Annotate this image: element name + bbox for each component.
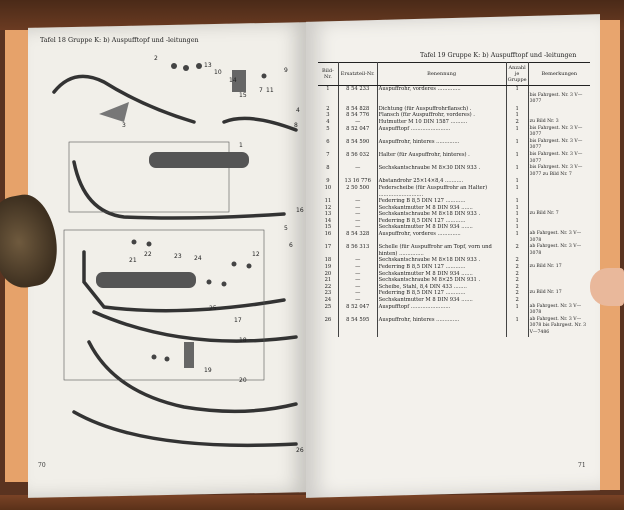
cell-anzahl: 1 — [506, 317, 528, 337]
cell-benennung: Sechskantschraube M 8×30 DIN 933 . — [377, 165, 506, 178]
callout-label: 15 — [239, 92, 247, 99]
cell-benennung: Abstandrohr 25×14×8,4 ........... — [377, 178, 506, 185]
cell-benennung: Sechskantschraube M 8×18 DIN 933 . — [377, 257, 506, 264]
cell-benennung — [377, 93, 506, 106]
callout-label: 10 — [214, 69, 222, 76]
cell-bild-nr: 23 — [318, 290, 338, 297]
cell-benennung: Sechskantmutter M 8 DIN 934 ....... — [377, 271, 506, 278]
cell-bild-nr: 9 — [318, 178, 338, 185]
cell-part-number: — — [338, 165, 377, 178]
cell-benennung: Federring B 8,5 DIN 127 ............ — [377, 198, 506, 205]
cell-benennung: Sechskantmutter M 8 DIN 934 ....... — [377, 224, 506, 231]
table-row — [318, 244, 590, 257]
right-page-number: 71 — [578, 462, 586, 469]
cell-anzahl: 2 — [506, 244, 528, 257]
callout-label: 5 — [284, 225, 288, 232]
cell-anzahl: 1 — [506, 205, 528, 212]
cell-benennung: Auspuffrohr, vorderes .............. — [377, 86, 506, 93]
cell-part-number: — — [338, 290, 377, 297]
cell-anzahl: 1 — [506, 224, 528, 231]
cell-part-number: 2 50 500 — [338, 185, 377, 198]
cell-benennung: Sechskantmutter M 8 DIN 934 ....... — [377, 297, 506, 304]
cell-bild-nr: 17 — [318, 244, 338, 257]
cell-bild-nr — [318, 93, 338, 106]
cell-benennung: Halter (für Auspuffrohr, hinteres) . — [377, 152, 506, 165]
cell-bemerkungen: bis Fahrgest. Nr. 3 V—3077 — [529, 138, 583, 151]
cell-bemerkungen — [528, 106, 590, 113]
cell-anzahl: 1 — [506, 106, 528, 113]
cell-bemerkungen: zu Bild Nr. 17 — [529, 264, 562, 270]
exhaust-parts-diagram — [34, 52, 302, 462]
cell-bemerkungen — [528, 112, 590, 119]
cell-bild-nr: 19 — [318, 264, 338, 271]
cell-bild-nr: 16 — [318, 231, 338, 244]
cell-bemerkungen: bis Fahrgest. Nr. 3 V—3077 — [529, 125, 583, 138]
table-row — [318, 290, 590, 297]
cell-part-number: 13 16 776 — [338, 178, 377, 185]
cell-bemerkungen — [528, 297, 590, 304]
cell-bild-nr: 24 — [318, 297, 338, 304]
cell-benennung: Federring B 8,5 DIN 127 ............ — [377, 264, 506, 271]
callout-label: 17 — [234, 317, 242, 324]
cell-benennung: Sechskantschraube M 8×25 DIN 931 . — [377, 277, 506, 284]
cell-anzahl: 2 — [506, 277, 528, 284]
cell-bild-nr: 8 — [318, 165, 338, 178]
cell-bemerkungen — [528, 271, 590, 278]
callout-label: 6 — [289, 242, 293, 249]
left-page-number: 70 — [38, 462, 46, 469]
cell-anzahl: 1 — [506, 112, 528, 119]
header-anzahl: Anzahl je Gruppe — [506, 63, 528, 86]
cell-bild-nr: 14 — [318, 218, 338, 225]
cell-anzahl: 1 — [506, 231, 528, 244]
cell-anzahl: 1 — [506, 139, 528, 152]
cell-benennung: Schelle (für Auspuffrohr am Topf, vorn und hinten) ............... — [377, 244, 506, 257]
cell-part-number: 8 56 032 — [338, 152, 377, 165]
table-row — [318, 126, 590, 139]
cell-anzahl: 1 — [506, 178, 528, 185]
cell-bemerkungen — [528, 86, 590, 93]
cell-bild-nr: 26 — [318, 317, 338, 337]
parts-table — [318, 62, 590, 337]
cell-bemerkungen: ab Fahrgest. Nr. 3 V—3078 — [529, 231, 582, 243]
right-finger — [590, 268, 624, 306]
cell-benennung: Flansch (für Auspuffrohr, vorderes) . — [377, 112, 506, 119]
callout-label: 7 — [259, 87, 263, 94]
cell-part-number: 8 54 233 — [338, 86, 377, 93]
cell-part-number: — — [338, 119, 377, 126]
callout-label: 11 — [266, 87, 274, 94]
cell-part-number: — — [338, 264, 377, 271]
callout-label: 13 — [204, 62, 212, 69]
cell-anzahl: 2 — [506, 119, 528, 126]
right-page-title: Tafel 19 Gruppe K: b) Auspufftopf und -leitungen — [420, 52, 577, 59]
table-row — [318, 139, 590, 152]
header-benennung: Benennung — [377, 63, 506, 86]
callout-label: 1 — [239, 142, 243, 149]
cell-anzahl: 2 — [506, 290, 528, 297]
callout-label: 2 — [154, 55, 158, 62]
cell-bemerkungen: zu Bild Nr. 3 — [529, 118, 559, 124]
cell-benennung: Hutmutter M 10 DIN 1587 .......... — [377, 119, 506, 126]
cell-bemerkungen: bis Fahrgest. Nr. 3 V—3077 — [529, 151, 583, 164]
callout-label: 23 — [174, 253, 182, 260]
left-page-title: Tafel 18 Gruppe K: b) Auspufftopf und -leitungen — [40, 36, 199, 44]
cell-benennung: Scheibe, Stahl, 8,4 DIN 433 ........ — [377, 284, 506, 291]
bracket-lower — [184, 342, 194, 368]
table-row — [318, 218, 590, 225]
header-bemerkungen: Bemerkungen — [528, 63, 590, 86]
cell-bild-nr: 20 — [318, 271, 338, 278]
callout-label: 26 — [296, 447, 304, 454]
table-row — [318, 198, 590, 205]
callout-label: 20 — [239, 377, 247, 384]
callout-label: 12 — [252, 251, 260, 258]
table-row — [318, 231, 590, 244]
cell-bemerkungen — [528, 218, 590, 225]
table-row — [318, 297, 590, 304]
cell-anzahl: 2 — [506, 264, 528, 271]
cell-anzahl: 1 — [506, 86, 528, 93]
cell-part-number: — — [338, 284, 377, 291]
parts-table-body — [318, 86, 590, 337]
cell-bemerkungen: bis Fahrgest. Nr. 3 V—3077 zu Bild Nr. 7 — [529, 165, 583, 177]
callout-label: 9 — [284, 67, 288, 74]
cell-anzahl: 2 — [506, 257, 528, 264]
cell-bemerkungen: zu Bild Nr. 17 — [529, 290, 562, 296]
callout-label: 3 — [122, 122, 126, 129]
cell-benennung: Auspuffrohr, hinteres .............. — [377, 317, 506, 337]
table-row — [318, 86, 590, 93]
cell-part-number: 8 54 328 — [338, 231, 377, 244]
cell-bemerkungen — [528, 185, 590, 198]
group-frame-late — [64, 230, 264, 380]
cell-anzahl: 2 — [506, 297, 528, 304]
cell-anzahl: 1 — [506, 152, 528, 165]
callout-label: 8 — [294, 122, 298, 129]
callout-label: 14 — [229, 77, 237, 84]
cell-bemerkungen — [528, 178, 590, 185]
cell-bild-nr: 5 — [318, 126, 338, 139]
cell-bild-nr: 4 — [318, 119, 338, 126]
cell-benennung: Auspufftopf ........................ — [377, 304, 506, 317]
cell-bemerkungen — [528, 198, 590, 205]
cell-benennung: Dichtung (für Auspuffrohrflansch) . — [377, 106, 506, 113]
cell-part-number: — — [338, 205, 377, 212]
cell-part-number: — — [338, 224, 377, 231]
cell-part-number: 8 54 828 — [338, 106, 377, 113]
cell-part-number: 8 54 595 — [338, 317, 377, 337]
table-row — [318, 185, 590, 198]
table-row — [318, 277, 590, 284]
cell-anzahl: 2 — [506, 284, 528, 291]
exhaust-diagram-svg — [34, 52, 302, 462]
cell-bild-nr: 18 — [318, 257, 338, 264]
cell-benennung: Auspufftopf ........................ — [377, 126, 506, 139]
parts-table-header — [318, 63, 590, 86]
cell-benennung: Federscheibe (für Auspuffrohr an Halter) ........................... — [377, 185, 506, 198]
rear-pipe-early — [74, 162, 284, 218]
table-row — [318, 264, 590, 271]
rear-pipe-end-early — [224, 118, 296, 130]
cell-part-number: 8 52 047 — [338, 126, 377, 139]
callout-label: 24 — [194, 255, 202, 262]
table-row — [318, 93, 590, 106]
cell-benennung: Sechskantschraube M 8×18 DIN 933 . — [377, 211, 506, 218]
cell-bemerkungen: ab Fahrgest. Nr. 3 V—3078 — [529, 244, 582, 256]
table-row — [318, 317, 590, 337]
table-row — [318, 165, 590, 178]
cell-benennung: Auspuffrohr, vorderes .............. — [377, 231, 506, 244]
table-row — [318, 152, 590, 165]
cell-anzahl — [506, 93, 528, 106]
callout-label: 21 — [129, 257, 137, 264]
cell-benennung: Auspuffrohr, hinteres .............. — [377, 139, 506, 152]
table-row — [318, 271, 590, 278]
cell-bemerkungen: zu Bild Nr. 7 — [529, 211, 559, 217]
cell-part-number: 8 52 047 — [338, 304, 377, 317]
cell-bild-nr: 25 — [318, 304, 338, 317]
callout-label: 25 — [209, 305, 217, 312]
cell-anzahl: 1 — [506, 198, 528, 205]
muffler-late — [96, 272, 196, 288]
cell-anzahl: 1 — [506, 211, 528, 218]
cell-part-number — [338, 93, 377, 106]
cell-part-number: — — [338, 271, 377, 278]
cell-anzahl: 1 — [506, 126, 528, 139]
cell-bild-nr: 6 — [318, 139, 338, 152]
cell-part-number: — — [338, 257, 377, 264]
cell-bild-nr: 13 — [318, 211, 338, 218]
cell-benennung: Federring B 8,5 DIN 127 ............ — [377, 290, 506, 297]
cell-bild-nr: 11 — [318, 198, 338, 205]
cell-part-number: — — [338, 218, 377, 225]
book-cover-right — [598, 20, 620, 490]
cell-part-number: 8 56 313 — [338, 244, 377, 257]
table-row — [318, 178, 590, 185]
cell-benennung: Federring B 8,5 DIN 127 ............ — [377, 218, 506, 225]
cell-bild-nr: 15 — [318, 224, 338, 231]
callout-label: 16 — [296, 207, 304, 214]
cell-bild-nr: 10 — [318, 185, 338, 198]
callout-label: 18 — [239, 337, 247, 344]
muffler-early — [149, 152, 249, 168]
cell-bild-nr: 12 — [318, 205, 338, 212]
cell-bemerkungen: ab Fahrgest. Nr. 3 V—3078 bis Fahrgest. Nr. 3 V—7486 — [529, 316, 587, 335]
cell-part-number: — — [338, 277, 377, 284]
cell-bemerkungen — [528, 277, 590, 284]
cell-bemerkungen: bis Fahrgest. Nr. 3 V—3077 — [529, 92, 583, 105]
cell-bild-nr: 2 — [318, 106, 338, 113]
callout-label: 22 — [144, 251, 152, 258]
table-row — [318, 119, 590, 126]
flange-part — [99, 102, 129, 122]
rear-pipe-late — [94, 312, 296, 341]
cell-anzahl: 1 — [506, 218, 528, 225]
cell-bemerkungen: ab Fahrgest. Nr. 3 V—3078 — [529, 303, 582, 316]
table-row — [318, 304, 590, 317]
header-ersatzteil-nr: Ersatzteil-Nr. — [338, 63, 377, 86]
cell-part-number: — — [338, 198, 377, 205]
cell-bild-nr: 1 — [318, 86, 338, 93]
cell-anzahl: 1 — [506, 304, 528, 317]
cell-benennung: Sechskantmutter M 8 DIN 934 ....... — [377, 205, 506, 212]
cell-part-number: 8 54 776 — [338, 112, 377, 119]
rear-pipe-lower — [74, 412, 296, 445]
cell-bild-nr: 21 — [318, 277, 338, 284]
cell-part-number: — — [338, 297, 377, 304]
cell-anzahl: 2 — [506, 271, 528, 278]
cell-bild-nr: 22 — [318, 284, 338, 291]
cell-part-number: — — [338, 211, 377, 218]
cell-bild-nr: 7 — [318, 152, 338, 165]
table-row — [318, 112, 590, 119]
cell-bild-nr: 3 — [318, 112, 338, 119]
cell-anzahl: 1 — [506, 185, 528, 198]
cell-anzahl: 1 — [506, 165, 528, 178]
callout-label: 19 — [204, 367, 212, 374]
cell-part-number: 8 54 590 — [338, 139, 377, 152]
callout-label: 4 — [296, 107, 300, 114]
header-bild-nr: Bild-Nr. — [318, 63, 338, 86]
table-row — [318, 211, 590, 218]
